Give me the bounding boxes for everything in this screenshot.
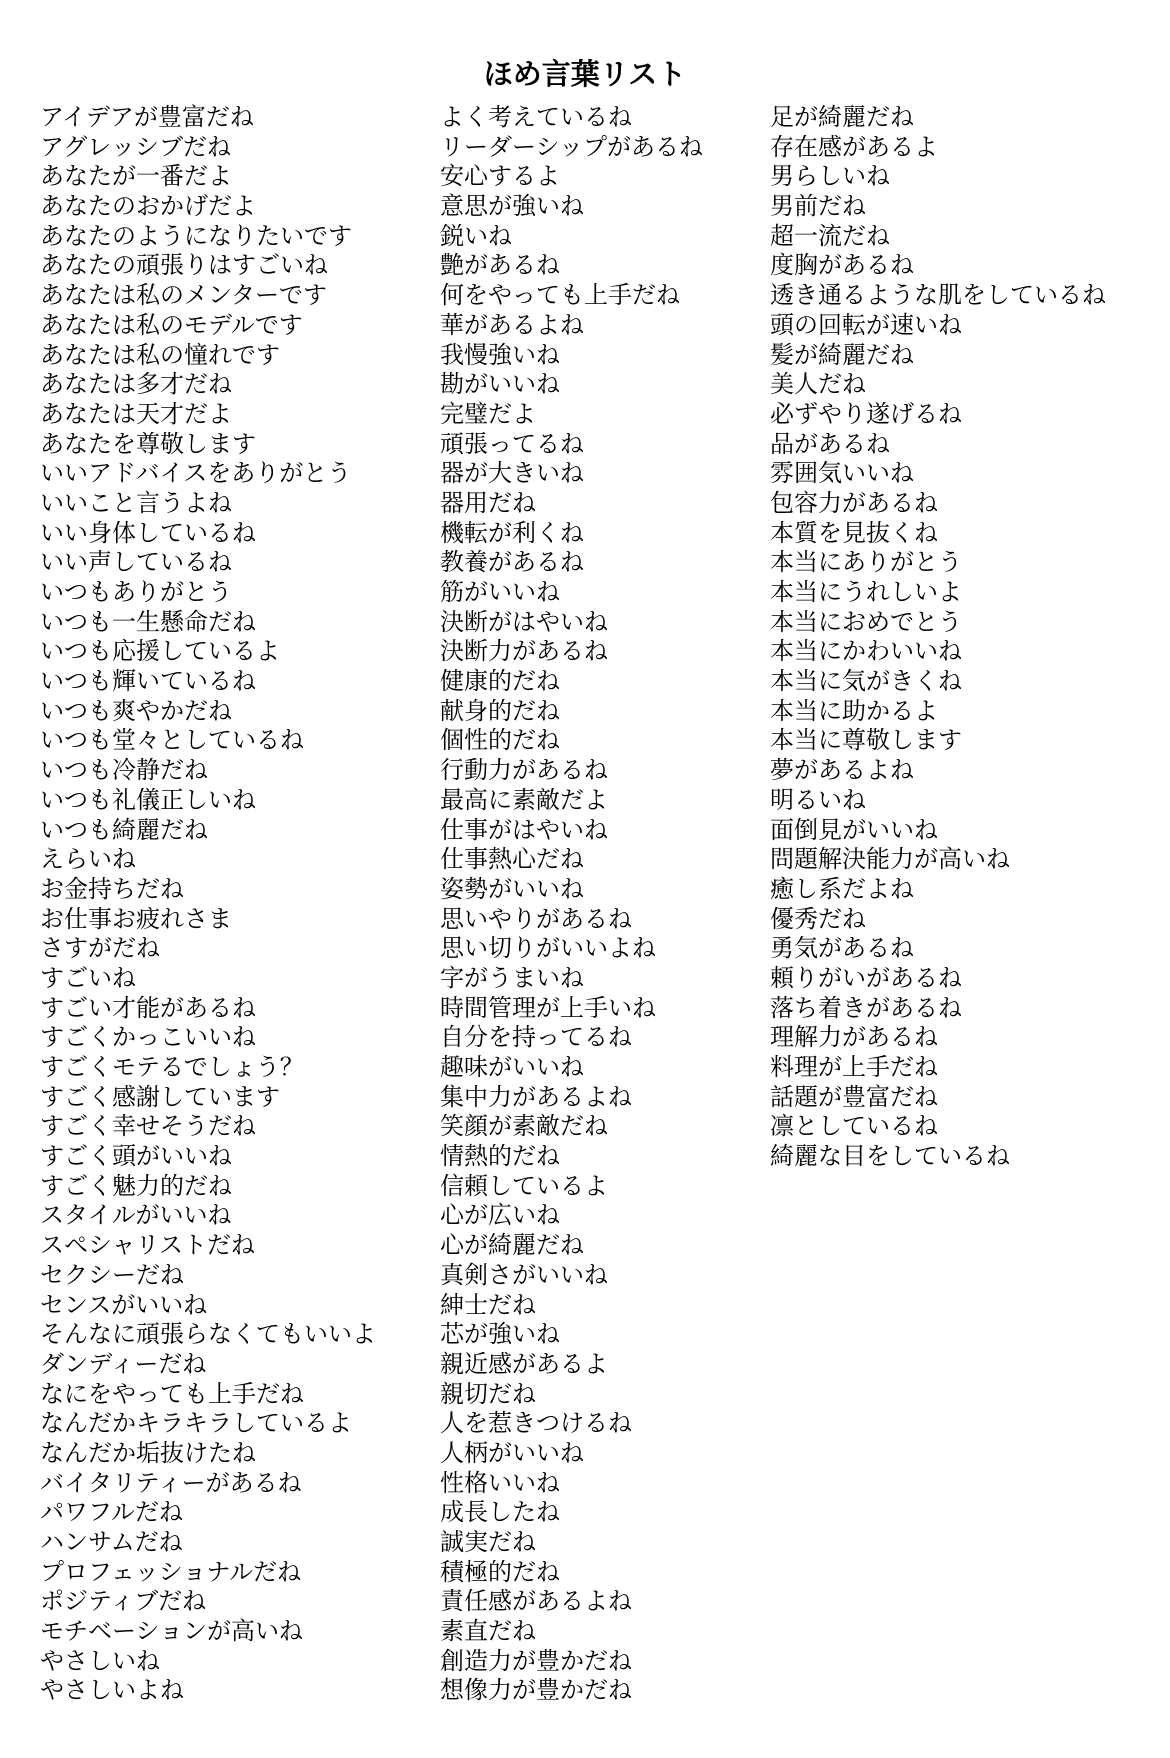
compliment-item: 癒し系だよね [770,874,914,903]
compliment-item: 真剣さがいいね [440,1260,608,1289]
compliment-item: いつも礼儀正しいね [40,785,256,814]
compliment-column-1 [40,103,376,1706]
compliment-item: あなたを尊敬します [40,429,256,458]
compliment-item: パワフルだね [40,1498,184,1527]
compliment-item: 料理が上手だね [770,1053,938,1081]
compliment-item: 髪が綺麗だね [770,340,914,369]
compliment-item: やさしいよね [40,1676,184,1705]
compliment-item: 思い切りがいいよね [440,934,656,963]
compliment-item: 華があるよね [440,310,584,339]
compliment-item: いつも一生懸命だね [40,607,256,636]
compliment-item: 教養があるね [440,548,584,577]
compliment-item: 性格いいね [440,1468,560,1497]
compliment-item: 完璧だよ [440,399,536,428]
compliment-item: 頑張ってるね [440,429,584,458]
compliment-item: 行動力があるね [440,756,608,785]
compliment-item: 仕事熱心だね [440,845,584,874]
compliment-item: モチベーションが高いね [40,1617,304,1646]
compliment-item: 本当にかわいいね [770,637,962,666]
compliment-item: 問題解決能力が高いね [770,845,1010,874]
compliment-item: 綺麗な目をしているね [770,1142,1010,1171]
compliment-column-3 [770,103,1106,1172]
compliment-item: 自分を持ってるね [440,1023,632,1052]
compliment-item: 創造力が豊かだね [440,1646,632,1675]
compliment-item: なんだかキラキラしているよ [40,1409,352,1438]
compliment-item: 足が綺麗だね [770,103,914,131]
compliment-item: 決断がはやいね [440,607,608,636]
compliment-item: お金持ちだね [40,874,184,903]
compliment-item: いつも輝いているね [40,667,256,696]
compliment-item: 器が大きいね [440,459,584,488]
compliment-item: アイデアが豊富だね [40,103,254,131]
compliment-item: 何をやっても上手だね [440,281,680,310]
compliment-item: すごく感謝しています [40,1082,280,1111]
compliment-item: あなたのおかげだよ [40,192,256,221]
compliment-item: なにをやっても上手だね [40,1379,304,1408]
compliment-item: なんだか垢抜けたね [40,1438,256,1467]
compliment-item: 鋭いね [440,221,512,250]
compliment-item: 責任感があるよね [440,1587,632,1616]
compliment-item: すごくモテるでしょう？ [40,1053,304,1081]
compliment-item: 美人だね [770,370,866,399]
compliment-item: 我慢強いね [440,340,560,369]
compliment-item: 本当に助かるよ [770,696,938,725]
compliment-item: 理解力があるね [770,1023,938,1052]
compliment-item: 優秀だね [770,904,866,933]
compliment-item: すごいね [40,963,136,992]
compliment-item: 安心するよ [440,162,560,191]
compliment-item: やさしいね [40,1646,160,1675]
compliment-item: 雰囲気いいね [770,459,914,488]
compliment-item: 本当にうれしいよ [770,578,962,606]
compliment-item: 頼りがいがあるね [770,963,962,992]
compliment-item: プロフェッショナルだね [40,1557,302,1586]
compliment-item: すごい才能があるね [40,993,256,1022]
compliment-item: スペシャリストだね [40,1231,256,1260]
compliment-item: 時間管理が上手いね [440,993,656,1022]
compliment-item: 夢があるよね [770,756,914,785]
compliment-item: 趣味がいいね [440,1053,584,1081]
compliment-item: 親近感があるよ [440,1349,608,1378]
compliment-item: 献身的だね [440,696,560,725]
compliment-item: 器用だね [440,488,536,517]
compliment-item: あなたは私のメンターです [40,281,328,310]
compliment-item: バイタリティーがあるね [40,1468,302,1497]
compliment-item: あなたは天才だよ [40,399,232,428]
compliment-item: 勘がいいね [440,370,560,399]
compliment-item: 誠実だね [440,1528,536,1556]
compliment-item: あなたのようになりたいです [40,221,352,250]
compliment-item: 笑顔が素敵だね [440,1112,608,1141]
compliment-item: 男前だね [770,192,866,221]
compliment-item: 艶があるね [440,251,560,280]
compliment-item: 度胸があるね [770,251,914,280]
compliment-item: 本当に尊敬します [770,726,962,755]
compliment-item: 個性的だね [440,726,560,755]
compliment-item: えらいね [40,845,136,874]
compliment-item: すごく頭がいいね [40,1142,232,1171]
compliment-item: 話題が豊富だね [770,1082,938,1111]
compliment-item: 姿勢がいいね [440,874,584,903]
compliment-item: お仕事お疲れさま [40,904,232,933]
compliment-item: 品があるね [770,429,890,458]
compliment-item: 本当に気がきくね [770,667,962,696]
compliment-item: すごく幸せそうだね [40,1112,256,1141]
compliment-item: 凛としているね [770,1112,938,1141]
compliment-item: いつも冷静だね [40,756,208,785]
compliment-item: あなたは多才だね [40,370,232,399]
compliment-item: 透き通るような肌をしているね [770,281,1106,310]
compliment-item: 筋がいいね [440,578,560,606]
compliment-item: よく考えているね [440,103,632,131]
compliment-item: いつも応援しているよ [40,637,280,666]
compliment-item: 成長したね [440,1498,560,1527]
compliment-item: すごく魅力的だね [40,1171,232,1200]
compliment-item: ハンサムだね [40,1528,183,1556]
compliment-item: いつも堂々としているね [40,726,304,755]
compliment-item: すごくかっこいいね [40,1023,256,1052]
compliment-item: 機転が利くね [440,518,584,547]
compliment-item: 人を惹きつけるね [440,1409,632,1438]
compliment-item: 本質を見抜くね [770,518,938,547]
compliment-item: 素直だね [440,1617,536,1646]
compliment-item: 心が綺麗だね [440,1231,584,1260]
compliment-item: 存在感があるよ [770,132,938,161]
compliment-item: いつも爽やかだね [40,696,232,725]
compliment-item: 紳士だね [440,1290,536,1319]
compliment-item: いいこと言うよね [40,488,232,517]
compliment-item: 勇気があるね [770,934,914,963]
compliment-item: 本当におめでとう [770,607,962,636]
compliment-item: いいアドバイスをありがとう [40,459,352,488]
compliment-item: 健康的だね [440,667,560,696]
compliment-item: 男らしいね [770,162,890,191]
compliment-item: 親切だね [440,1379,536,1408]
compliment-item: 明るいね [770,785,866,814]
compliment-item: ダンディーだね [40,1349,207,1378]
compliment-item: あなたは私のモデルです [40,310,303,339]
compliment-item: あなたは私の憧れです [40,340,280,369]
compliment-item: 頭の回転が速いね [770,310,962,339]
compliment-item: スタイルがいいね [40,1201,232,1230]
compliment-item: あなたが一番だよ [40,162,232,191]
compliment-item: 本当にありがとう [770,548,962,577]
compliment-column-2 [440,103,703,1706]
compliment-item: 字がうまいね [440,963,584,992]
compliment-item: 集中力があるよね [440,1082,632,1111]
compliment-item: 必ずやり遂げるね [770,399,962,428]
compliment-item: 人柄がいいね [440,1438,584,1467]
compliment-item: 決断力があるね [440,637,608,666]
compliment-item: 最高に素敵だよ [440,785,608,814]
compliment-item: 意思が強いね [440,192,584,221]
compliment-item: 情熱的だね [440,1142,560,1171]
compliment-item: リーダーシップがあるね [440,132,704,161]
compliment-item: 思いやりがあるね [440,904,632,933]
compliment-item: いい声しているね [40,548,232,577]
compliment-item: 芯が強いね [440,1320,560,1349]
compliment-item: 積極的だね [440,1557,560,1586]
compliment-item: さすがだね [40,934,160,963]
compliment-item: そんなに頑張らなくてもいいよ [40,1320,376,1349]
compliment-item: セクシーだね [40,1260,184,1289]
compliment-item: 想像力が豊かだね [440,1676,632,1705]
page-title: ほめ言葉リスト [483,57,687,91]
compliment-item: いつも綺麗だね [40,815,208,844]
compliment-item: 信頼しているよ [440,1171,608,1200]
compliment-item: いい身体しているね [40,518,256,547]
compliment-item: 超一流だね [770,221,890,250]
compliment-item: いつもありがとう [40,578,232,606]
compliment-item: あなたの頑張りはすごいね [40,251,328,280]
compliment-item: アグレッシブだね [40,132,232,161]
compliment-item: ポジティブだね [40,1587,207,1616]
compliment-item: 包容力があるね [770,488,938,517]
compliment-item: 面倒見がいいね [770,815,938,844]
compliment-item: 仕事がはやいね [440,815,608,844]
compliment-item: センスがいいね [40,1290,208,1319]
compliment-item: 心が広いね [440,1201,560,1230]
compliment-item: 落ち着きがあるね [770,993,962,1022]
